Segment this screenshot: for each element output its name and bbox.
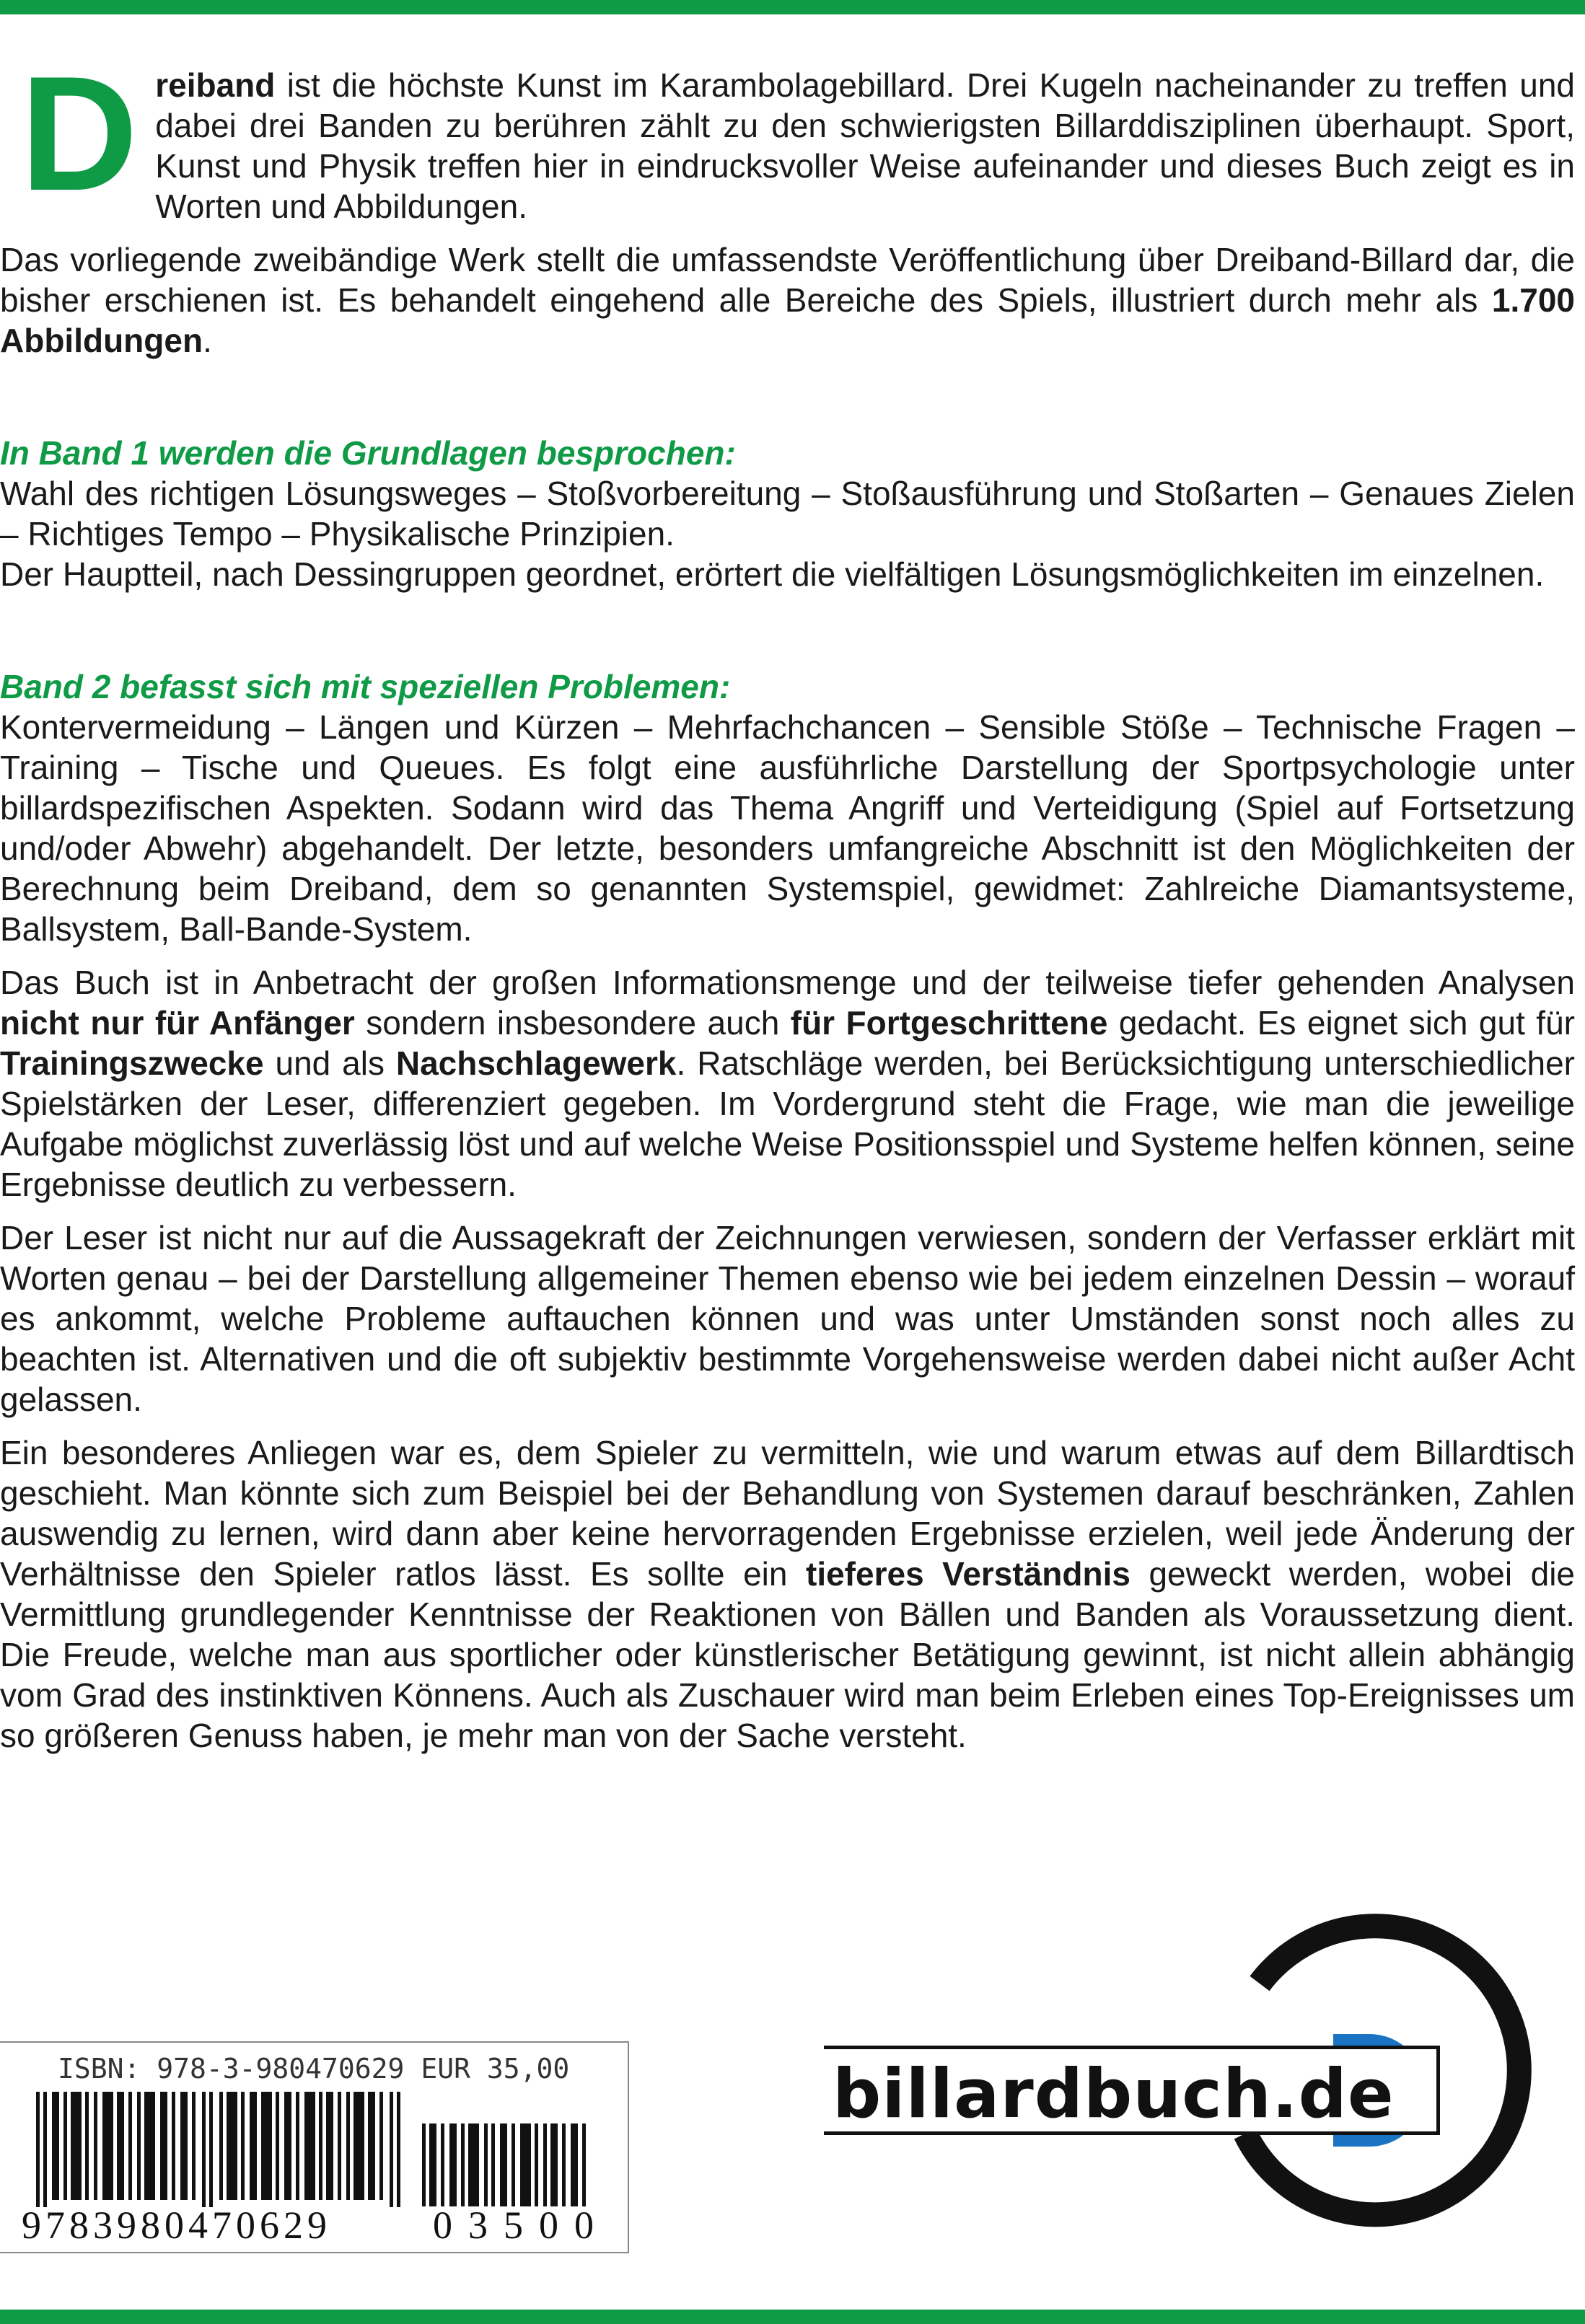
band2-heading: Band 2 befasst sich mit speziellen Problemen: — [0, 668, 731, 705]
band2-text: Kontervermeidung – Längen und Kürzen – Mehrfachchancen – Sensible Stöße – Technische Fragen – Training – Tische und Queues. Es folgt eine ausführliche Darstellung der Sportpsychologie unter billardspezifischen Aspekten. Sodann wird das Thema Angriff und Verteidigung (Spiel auf Fortsetzung und/oder Abwehr) abgehandelt. Der letzte, besonders umfangreiche Abschnitt ist den Möglichkeiten der Berechnung beim Dreiband, dem so genannten Systemspiel, gewidmet: Zahlreiche Diamantsysteme, Ballsystem, Ball-Bande-System. — [0, 708, 1575, 948]
concern-paragraph: Ein besonderes Anliegen war es, dem Spieler zu vermitteln, wie und warum etwas auf dem Billardtisch geschieht. Man könnte sich zum Beispiel bei der Behandlung von Systemen darauf beschränken, Zahlen auswendig zu lernen, wird dann aber keine hervorragenden Ergebnisse erzielen, weil jede Änderung der Verhältnisse den Spieler ratlos lässt. Es sollte ein tieferes Verständnis geweckt werden, wobei die Vermittlung grundlegender Kenntnisse der Reaktionen von Bällen und Banden als Voraussetzung dient. Die Freude, welche man aus sportlicher oder künstlerischer Betätigung gewinnt, ist nicht allein abhängig vom Grad des instinktiven Könnens. Auch als Zuschauer wird man beim Erleben eines Top-Ereignisses um so größeren Genuss haben, je mehr man von der Sache versteht. — [0, 1434, 1576, 1754]
band1-topics: Wahl des richtigen Lösungsweges – Stoßvorbereitung – Stoßausführung und Stoßarten – Genaues Zielen – Richtiges Tempo – Physikalische Prinzipien. — [0, 475, 1575, 553]
drop-cap: D — [20, 42, 139, 224]
publisher-logo[interactable] — [815, 1904, 1566, 2279]
audience-paragraph: Das Buch ist in Anbetracht der großen Informationsmenge und der teilweise tiefer gehenden Analysen nicht nur für Anfänger sondern insbesondere auch für Fortgeschrittene gedacht. Es eignet sich gut für Trainingszwecke und als Nachschlagewerk. Ratschläge werden, bei Berücksichtigung unterschiedlicher Spielstärken der Leser, differenziert gegeben. Im Vordergrund steht die Frage, wie man die jeweilige Aufgabe möglichst zuverlässig löst und auf welche Weise Positionsspiel und Systeme helfen können, seine Ergebnisse deutlich zu verbessern. — [0, 964, 1575, 1203]
intro-lead-bold: reiband — [155, 66, 276, 104]
illustrations-count: 1.700 Abbildungen — [0, 281, 1575, 359]
barcode-bars — [36, 2092, 404, 2207]
isbn-barcode — [0, 2041, 629, 2253]
logo-wordmark — [824, 2046, 1440, 2135]
barcode-digits: 9783980470629 — [22, 2204, 331, 2247]
intro-text: ist die höchste Kunst im Karambolagebillard. Drei Kugeln nacheinander zu treffen und dabei drei Banden zu berühren zählt zu den schwierigsten Billarddisziplinen überhaupt. Sport, Kunst und Physik treffen hier in eindrucksvoller Weise aufeinander und dieses Buch zeigt es in Worten und Abbildungen. — [155, 66, 1575, 225]
isbn-price-label: ISBN: 978-3-980470629 EUR 35,00 — [58, 2053, 570, 2085]
addon-barcode-bars — [422, 2123, 588, 2206]
logo-text: billardbuch.de — [833, 2055, 1395, 2134]
reader-paragraph: Der Leser ist nicht nur auf die Aussagekraft der Zeichnungen verwiesen, sondern der Verfasser erklärt mit Worten genau – bei der Darstellung allgemeiner Themen ebenso wie bei jedem einzelnen Dessin – worauf es ankommt, welche Probleme auftauchen können und was unter Umständen sonst noch alles zu beachten ist. Alternativen und die oft subjektiv bestimmte Vorgehensweise werden dabei nicht außer Acht gelassen. — [0, 1219, 1575, 1418]
band1-heading: In Band 1 werden die Grundlagen besprochen: — [0, 434, 736, 472]
back-cover-text — [0, 42, 1576, 1756]
addon-digits: 03500 — [433, 2204, 610, 2247]
overview-paragraph: Das vorliegende zweibändige Werk stellt die umfassendste Veröffentlichung über Dreiband-Billard dar, die bisher erschienen ist. Es behandelt eingehend alle Bereiche des Spiels, illustriert durch mehr als 1.700 Abbildungen. — [0, 241, 1575, 359]
bottom-green-bar — [0, 2310, 1585, 2324]
band1-main: Der Hauptteil, nach Dessingruppen geordnet, erörtert die vielfältigen Lösungsmöglichkeiten im einzelnen. — [0, 555, 1545, 593]
intro-paragraph — [0, 42, 1575, 226]
top-green-bar — [0, 0, 1585, 14]
